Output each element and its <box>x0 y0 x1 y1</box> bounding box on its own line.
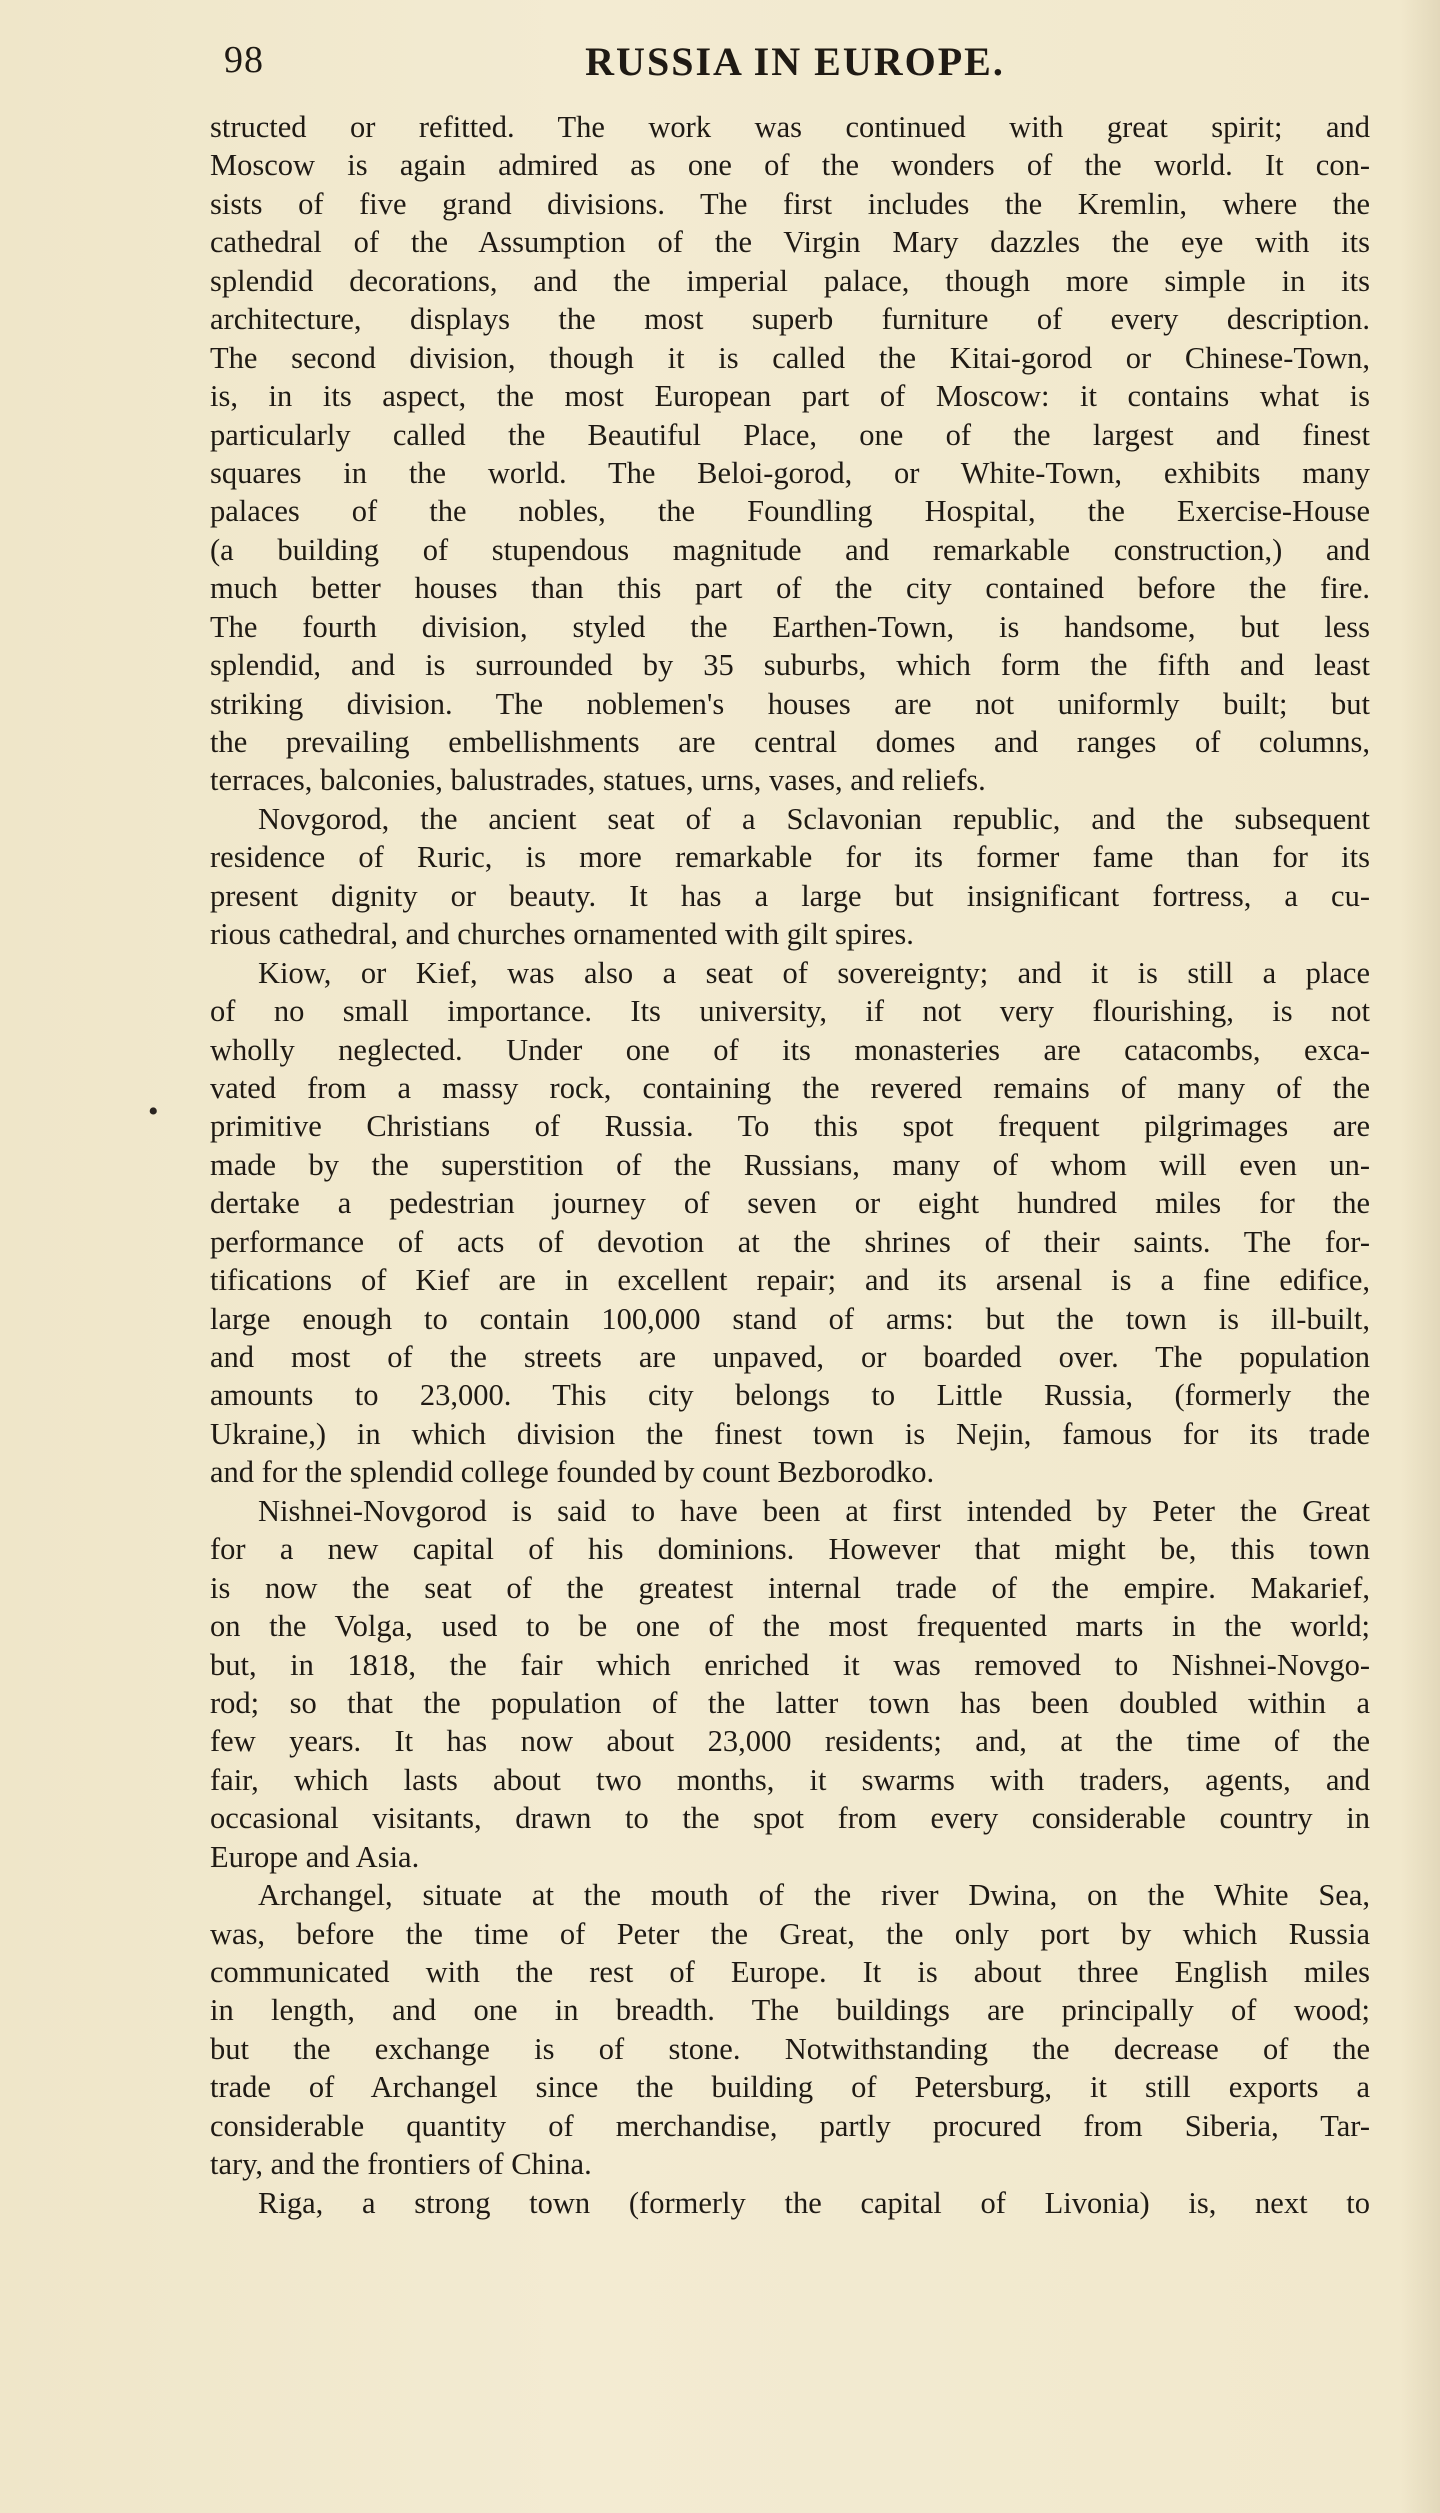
text-line: is, in its aspect, the most European part of Moscow: it contains what is <box>210 379 1370 414</box>
text-line: structed or refitted. The work was continued with great spirit; and <box>210 110 1370 144</box>
text-line: the prevailing embellishments are central domes and ranges of columns, <box>210 725 1370 759</box>
text-line: Novgorod, the ancient seat of a Sclavonian republic, and the subsequent <box>258 801 1370 836</box>
text-line: and for the splendid college founded by count Bezborodko. <box>210 1455 935 1490</box>
text-line: but, in 1818, the fair which enriched it was removed to Nishnei-Novgo- <box>210 1647 1370 1682</box>
text-line: splendid, and is surrounded by 35 suburbs, which form the fifth and least <box>210 648 1370 683</box>
text-line: splendid decorations, and the imperial palace, though more simple in its <box>210 263 1370 298</box>
text-line: Ukraine,) in which division the finest town is Nejin, famous for its trade <box>210 1416 1370 1451</box>
page-edge-shadow <box>1400 0 1440 2513</box>
text-line: large enough to contain 100,000 stand of arms: but the town is ill-built, <box>210 1301 1370 1336</box>
text-line: Riga, a strong town (formerly the capital of Livonia) is, next to <box>258 2185 1370 2220</box>
text-line: trade of Archangel since the building of Petersburg, it still exports a <box>210 2070 1370 2105</box>
text-line: for a new capital of his dominions. However that might be, this town <box>210 1532 1370 1567</box>
text-line: cathedral of the Assumption of the Virgin Mary dazzles the eye with its <box>210 225 1370 260</box>
text-line: dertake a pedestrian journey of seven or eight hundred miles for the <box>210 1186 1370 1221</box>
text-line: of no small importance. Its university, if not very flourishing, is not <box>210 994 1370 1029</box>
text-line: terraces, balconies, balustrades, statues, urns, vases, and reliefs. <box>210 763 986 798</box>
text-line: Moscow is again admired as one of the wonders of the world. It con- <box>210 148 1370 183</box>
text-line: rod; so that the population of the latter town has been doubled within a <box>210 1685 1370 1720</box>
text-line: is now the seat of the greatest internal trade of the empire. Makarief, <box>210 1570 1370 1605</box>
text-line: particularly called the Beautiful Place, one of the largest and finest <box>210 417 1370 452</box>
text-line: amounts to 23,000. This city belongs to Little Russia, (formerly the <box>210 1378 1370 1413</box>
text-line: residence of Ruric, is more remarkable for its former fame than for its <box>210 840 1370 875</box>
text-line: primitive Christians of Russia. To this spot frequent pilgrimages are <box>210 1109 1370 1144</box>
text-line: palaces of the nobles, the Foundling Hospital, the Exercise-House <box>210 494 1370 529</box>
text-line: striking division. The noblemen's houses are not uniformly built; but <box>210 686 1370 721</box>
text-line: Kiow, or Kief, was also a seat of sovereignty; and it is still a place <box>258 955 1370 990</box>
running-title: RUSSIA IN EUROPE. <box>585 39 1005 84</box>
page-header <box>210 38 1380 98</box>
text-line: (a building of stupendous magnitude and remarkable construction,) and <box>210 532 1370 567</box>
text-line: tary, and the frontiers of China. <box>210 2147 592 2182</box>
text-line: Nishnei-Novgorod is said to have been at first intended by Peter the Great <box>258 1493 1370 1528</box>
text-line: few years. It has now about 23,000 residents; and, at the time of the <box>210 1724 1370 1759</box>
margin-mark: • <box>148 1095 159 1128</box>
text-line: occasional visitants, drawn to the spot from every considerable country in <box>210 1801 1370 1836</box>
text-line: Archangel, situate at the mouth of the river Dwina, on the White Sea, <box>258 1878 1370 1913</box>
text-line: on the Volga, used to be one of the most frequented marts in the world; <box>210 1609 1370 1644</box>
text-line: performance of acts of devotion at the shrines of their saints. The for- <box>210 1224 1370 1259</box>
text-line: The fourth division, styled the Earthen-Town, is handsome, but less <box>210 609 1370 644</box>
text-line: made by the superstition of the Russians, many of whom will even un- <box>210 1147 1370 1182</box>
text-line: and most of the streets are unpaved, or boarded over. The population <box>210 1340 1370 1374</box>
text-line: vated from a massy rock, containing the revered remains of many of the <box>210 1070 1370 1105</box>
text-line: was, before the time of Peter the Great, the only port by which Russia <box>210 1916 1370 1951</box>
text-line: present dignity or beauty. It has a large but insignificant fortress, a cu- <box>210 878 1370 913</box>
text-line: much better houses than this part of the city contained before the fire. <box>210 571 1370 606</box>
text-line: wholly neglected. Under one of its monasteries are catacombs, exca- <box>210 1032 1370 1067</box>
text-line: sists of five grand divisions. The first includes the Kremlin, where the <box>210 186 1370 221</box>
text-line: communicated with the rest of Europe. It is about three English miles <box>210 1955 1370 1989</box>
text-line: fair, which lasts about two months, it swarms with traders, agents, and <box>210 1762 1370 1797</box>
text-line: in length, and one in breadth. The buildings are principally of wood; <box>210 1993 1370 2028</box>
page-number: 98 <box>224 39 264 81</box>
text-line: considerable quantity of merchandise, partly procured from Siberia, Tar- <box>210 2108 1370 2143</box>
text-line: rious cathedral, and churches ornamented with gilt spires. <box>210 917 914 952</box>
text-line: architecture, displays the most superb furniture of every description. <box>210 302 1370 337</box>
text-line: tifications of Kief are in excellent repair; and its arsenal is a fine edifice, <box>210 1263 1370 1298</box>
body-text <box>210 108 1370 2222</box>
text-line: Europe and Asia. <box>210 1839 420 1874</box>
text-line: but the exchange is of stone. Notwithstanding the decrease of the <box>210 2031 1370 2066</box>
text-line: squares in the world. The Beloi-gorod, or White-Town, exhibits many <box>210 455 1370 490</box>
text-line: The second division, though it is called the Kitai-gorod or Chinese-Town, <box>210 340 1370 375</box>
